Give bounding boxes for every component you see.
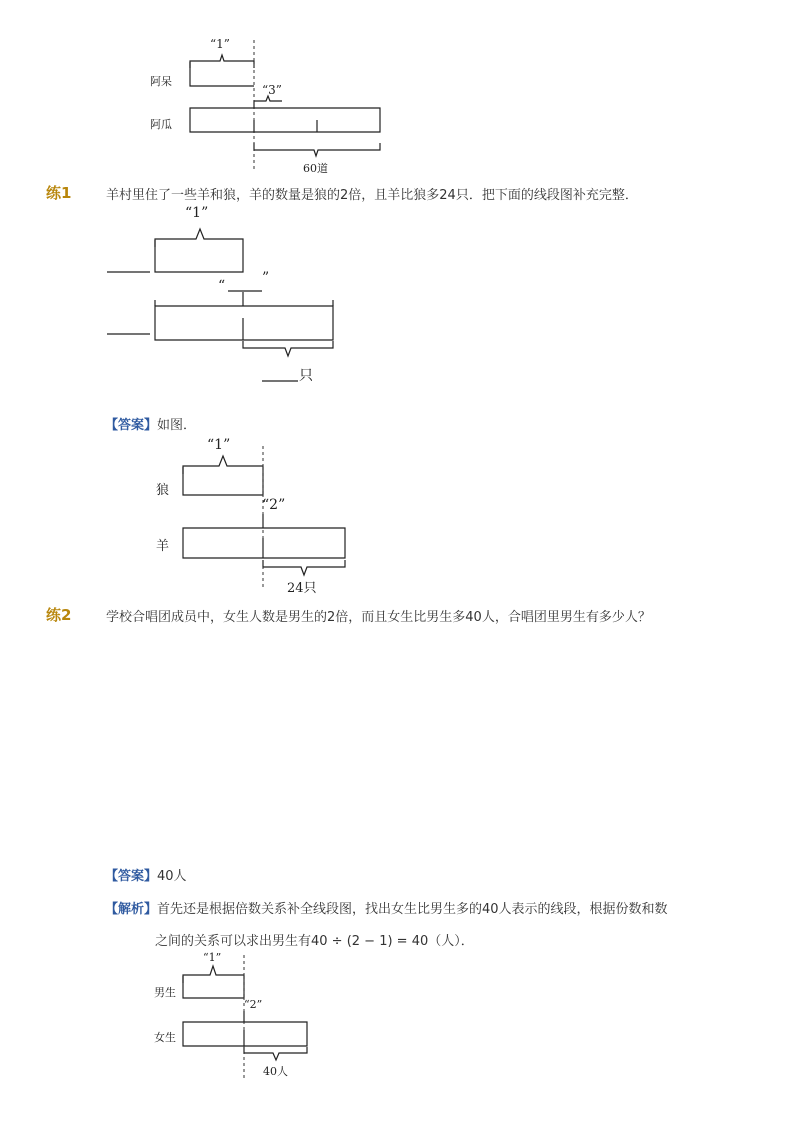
ex2-brace-bottom [244,1047,307,1060]
ex1-ans-row1-label: 狼 [156,483,170,498]
ex1-blank-part1-label: “1” [185,205,209,221]
ex1-ans-part1-label: “1” [207,437,231,453]
ex1-blank-unit: 只 [299,368,313,384]
exercise-1-question: 羊村里住了一些羊和狼，羊的数量是狼的2倍，且羊比狼多24只．把下面的线段图补充完整． [106,188,638,203]
diagram-top-part3-label: “3” [262,83,282,97]
ex2-bar-2 [183,1022,307,1046]
exercise-2-analysis-line-2: 之间的关系可以求出男生有40 ÷ (2 − 1) = 40（人）． [155,934,474,949]
ex1-ans-bottom-label: 24只 [287,581,317,596]
ex2-part1-label: “1” [203,951,222,964]
analysis-tag: 【解析】 [105,902,158,917]
exercise-1-label: 练1 [46,184,72,202]
diagram-top-row1-label: 阿呆 [150,75,172,88]
diagram-top-row2-label: 阿瓜 [150,118,172,131]
diagram-top-part1-label: “1” [210,37,230,51]
ex2-bottom-label: 40人 [263,1065,288,1078]
ex2-row2-label: 女生 [154,1031,176,1044]
analysis-line-1: 首先还是根据倍数关系补全线段图，找出女生比男生多的40人表示的线段，根据份数和数 [157,902,668,917]
exercise-2-label: 练2 [46,606,72,624]
answer-text: 如图． [157,418,197,433]
ex2-row1-label: 男生 [154,986,176,999]
ex1-blank-quote-open: “ [218,278,226,294]
diagram-top-bottom-label: 60道 [303,162,328,175]
ex2-brace-top [183,966,244,983]
answer-tag: 【答案】 [105,418,158,433]
ex1-ans-part2-label: “2” [262,497,286,513]
ex1-ans-row2-label: 羊 [156,539,170,554]
exercise-2-question: 学校合唱团成员中，女生人数是男生的2倍，而且女生比男生多40人，合唱团里男生有多少人？ [106,610,651,625]
answer-tag: 【答案】 [105,869,158,884]
answer-text: 40人 [157,869,187,884]
ex2-part2-label: “2” [244,998,263,1011]
ex1-blank-quote-close: ” [262,270,270,286]
ex2-bar-1 [183,976,244,998]
